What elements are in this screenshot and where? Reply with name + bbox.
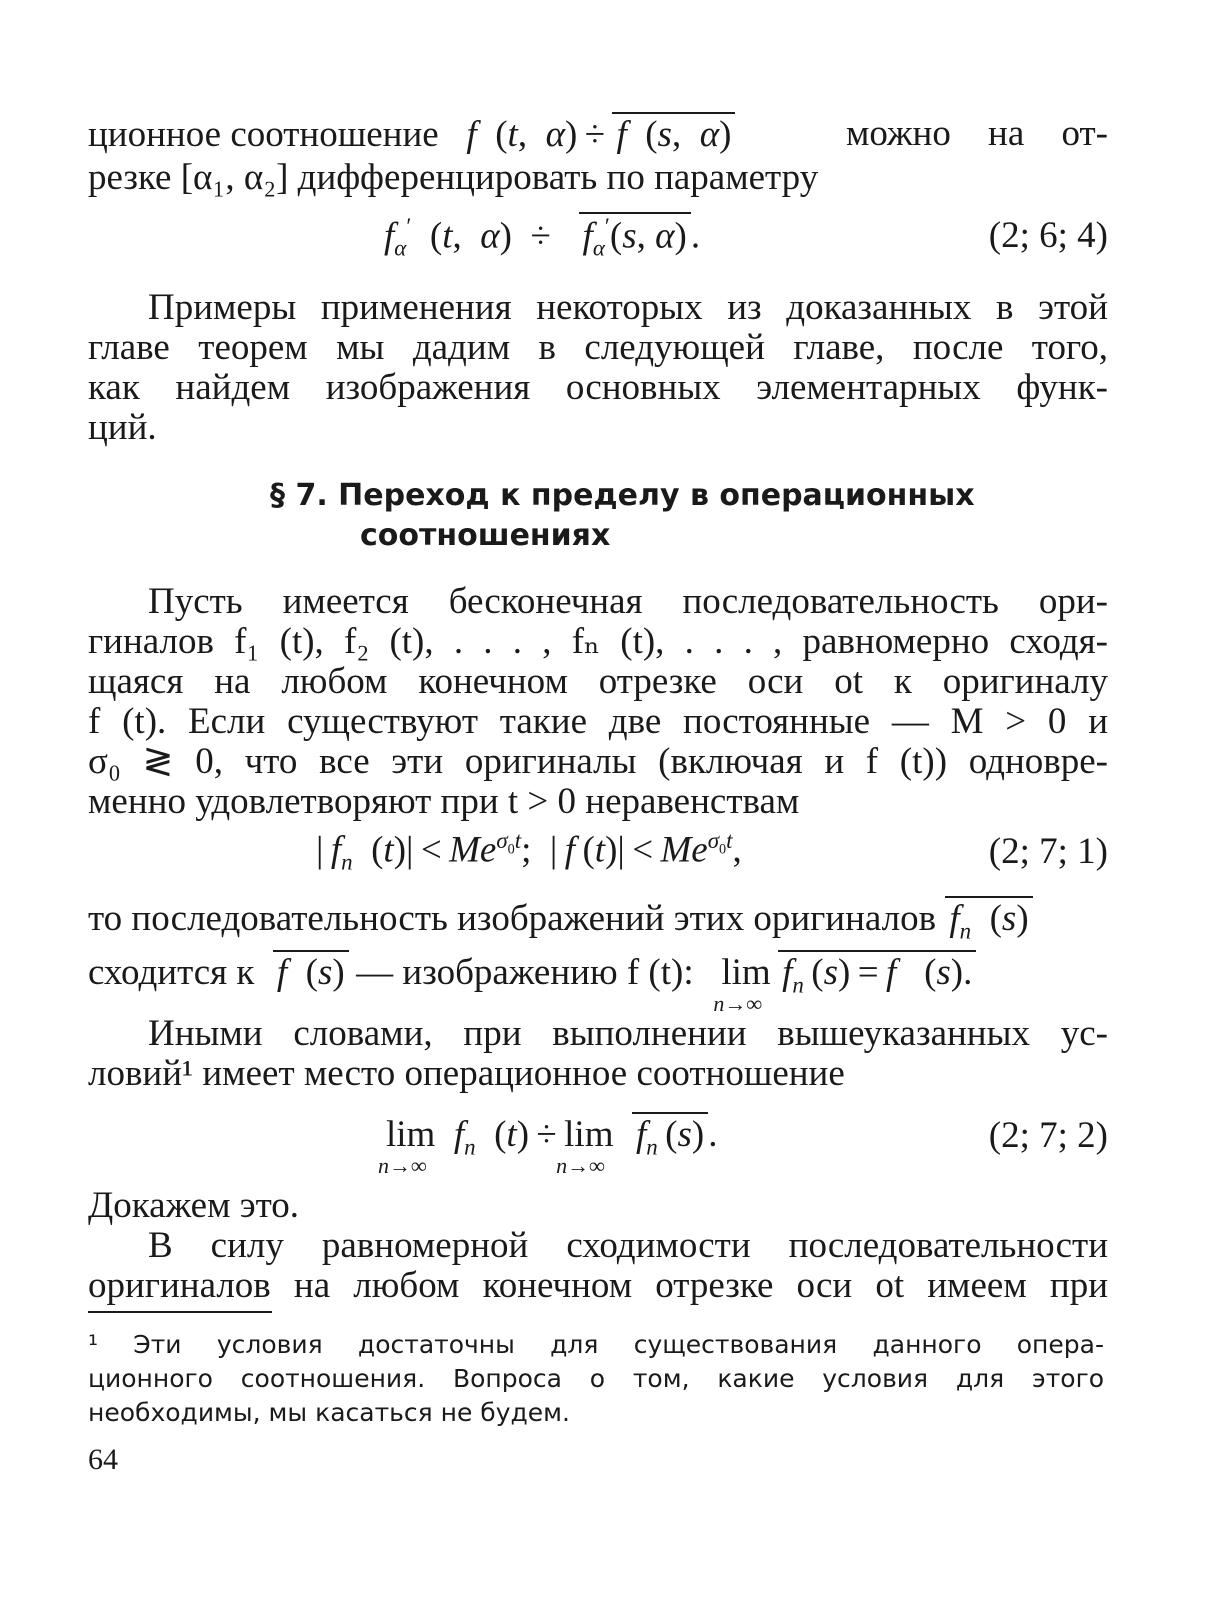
equation-2-7-1: | $f_n$ $(t)| < Me^{\sigma_0t}$; | f $(t)| < Me^{\sigma_0t}$, <box>316 828 742 875</box>
limit-word-1: lim <box>386 1114 436 1155</box>
footnote-line-2: ционного соотношения. Вопроса о том, какие условия для этого <box>88 1364 1104 1393</box>
paragraph-2-line-2: гиналов f₁ (t), f₂ (t), . . . , fₙ (t), . . . , равномерно сходя- <box>88 621 1108 662</box>
paragraph-2-line-6: менно удовлетворяют при t > 0 неравенствам <box>88 781 800 822</box>
equation-2-7-2: lim n→∞ $f_n$ (t) ÷ lim n→∞ $f_n$ (s) . <box>378 1114 718 1178</box>
text-line-1-start: ционное соотношение <box>88 114 439 155</box>
limit-word: lim <box>721 952 771 993</box>
limit-operator-1 <box>378 1113 436 1178</box>
page-number: 64 <box>88 1443 118 1476</box>
limit-operator <box>713 951 771 1016</box>
equation-2-6-4: $f_\alpha'$ (t, $\alpha) \div f_\alpha'(s$, α) . <box>384 214 701 261</box>
equation-number-2-6-4: (2; 6; 4) <box>988 215 1108 256</box>
paragraph-2-line-1: Пусть имеется бесконечная последовательность ори- <box>148 581 1108 622</box>
paragraph-4-line-2: ловий¹ имеет место операционное соотношение <box>88 1053 845 1094</box>
text-line-2: резке [α₁, α₂] дифференцировать по параметру <box>88 157 819 198</box>
paragraph-2-line-3: щаяся на любом конечном отрезке оси ot к оригиналу <box>88 661 1108 702</box>
paragraph-3-line-2-text-b: — изображению f (t): <box>356 952 694 993</box>
paragraph-3-line-2-text: сходится к <box>88 952 255 993</box>
limit-subscript: n→∞ <box>713 991 763 1016</box>
paragraph-5: Докажем это. <box>88 1185 300 1226</box>
paragraph-6-line-2: оригиналов на любом конечном отрезке оси ot имеем при <box>88 1265 1108 1306</box>
footnote-line-1: ¹ Эти условия достаточны для существования данного опера- <box>88 1330 1104 1359</box>
limit-subscript-1: n→∞ <box>378 1153 427 1178</box>
paragraph-1-line-1: Примеры применения некоторых из доказанных в этой <box>148 287 1108 328</box>
paragraph-3-line-2: сходится к f (s) — изображению f (t): lim n→∞ $f_n$ (s) = f (s). <box>88 950 976 999</box>
paragraph-2-line-4: f (t). Если существуют такие две постоянные — M > 0 и <box>88 701 1108 742</box>
equation-number-2-7-2: (2; 7; 2) <box>988 1115 1108 1156</box>
paragraph-6-line-1: В силу равномерной сходимости последовательности <box>148 1225 1108 1266</box>
footnote-line-3: необходимы, мы касаться не будем. <box>88 1398 570 1427</box>
equation-number-2-7-1: (2; 7; 1) <box>988 831 1108 872</box>
section-heading-line-2: соотношениях <box>360 518 611 553</box>
text-line-1: ционное соотношение f (t, α) ÷ f (s, α) <box>88 112 772 157</box>
footnote-divider <box>88 1311 272 1313</box>
limit-word-2: lim <box>564 1114 614 1155</box>
paragraph-3-line-1: то последовательность изображений этих оригиналов $f_n$ (s) <box>88 896 1033 945</box>
paragraph-1-line-3: как найдем изображения основных элементарных функ- <box>88 367 1108 408</box>
paragraph-2-line-5: σ₀ ≷ 0, что все эти оригиналы (включая и f (t)) одновре- <box>88 741 1108 782</box>
paragraph-1-line-4: ций. <box>88 407 157 448</box>
section-heading: § 7. Переход к пределу в операционных <box>270 478 975 513</box>
paragraph-1-line-2: главе теорем мы дадим в следующей главе, после того, <box>88 327 1108 368</box>
paragraph-3-line-1-text: то последовательность изображений этих оригиналов <box>88 898 937 939</box>
text-line-1-end: можно на от- <box>846 113 1108 154</box>
overline-image: f (s, α) <box>612 112 735 157</box>
paragraph-4-line-1: Иными словами, при выполнении вышеуказанных ус- <box>148 1013 1108 1054</box>
limit-subscript-2: n→∞ <box>556 1153 605 1178</box>
limit-operator-2 <box>556 1113 614 1178</box>
